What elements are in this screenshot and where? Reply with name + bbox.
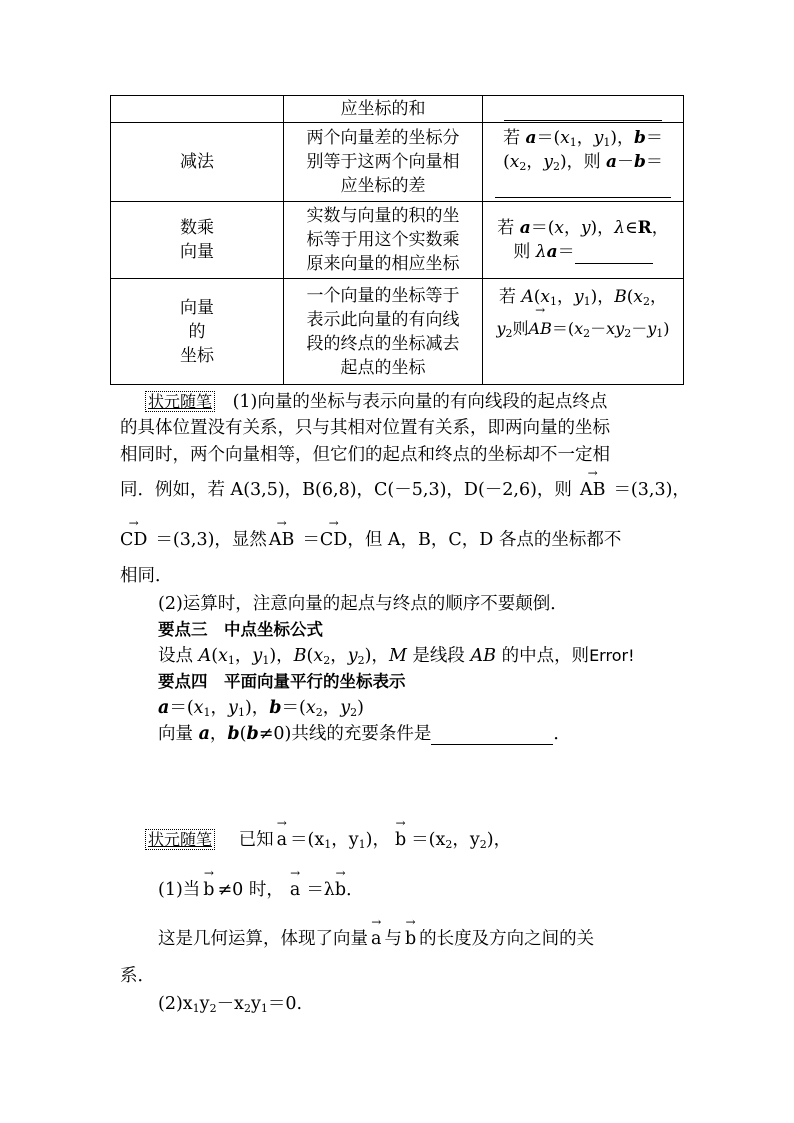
vector-b: → b — [395, 830, 406, 850]
cell-line: 两个向量差的坐标分 — [306, 128, 460, 148]
midpoint-formula-line: 设点 $A(x_1$，$y_1$)，$B(x_2$，$y_2$)，M 是线段 AB 的中点，则Error! — [158, 646, 635, 667]
cell-line: 数乘 — [180, 218, 214, 238]
table-cell — [111, 202, 284, 279]
note-line: $(2)x_1y_2-x_2y_1=0$. — [158, 994, 303, 1015]
cell-line: 的 — [188, 321, 206, 342]
table-cell — [111, 279, 284, 385]
table-cell — [111, 96, 284, 123]
cell-line: $y_2$则→ $AB=(x_2-xy_2-y_1)$ — [483, 317, 683, 341]
table-cell — [483, 202, 684, 279]
vector-CD: → CD — [320, 530, 347, 550]
table-cell — [284, 123, 483, 202]
note-tag: 状元随笔 — [145, 391, 215, 412]
note-text: (1)向量的坐标与表示向量的有向线段的起点终点 — [232, 392, 608, 412]
table-cell — [284, 279, 483, 385]
vector-b: → b — [203, 880, 214, 900]
cell-line: 原来向量的相应坐标 — [306, 254, 460, 274]
table-cell: 减法 — [111, 123, 284, 202]
note-line: 相同． — [120, 566, 173, 586]
cell-line: 若 $A(x_1$，$y_1$)，$B(x_2$， — [499, 287, 667, 308]
note-line: 系． — [120, 966, 155, 986]
coordinate-line: $a=(x_1$，$y_1$)，$b=(x_2$，$y_2$) — [158, 698, 364, 719]
note-line: 状元随笔 已知→ $a =(x_1$，$y_1$)，→ $b =(x_2$，$y_2$)， — [145, 826, 511, 851]
section-heading: 要点三 中点坐标公式 — [158, 620, 323, 639]
error-text: Error! — [589, 646, 635, 665]
cell-line: 别等于这两个向量相 — [306, 152, 460, 172]
cell-line: 向量 — [180, 242, 214, 262]
vector-a: → a — [290, 880, 300, 900]
note-line: 相同时，两个向量相等，但它们的起点和终点的坐标却不一定相 — [120, 445, 610, 465]
vector-CD: → CD — [120, 530, 147, 550]
vector-a: → a — [277, 830, 287, 850]
note-line: → CD ＝(3,3)，显然→ AB ＝→ CD，但 A，B，C，D 各点的坐标都不 — [120, 526, 621, 551]
cell-line: ($x_2$，$y_2$)，则 a－b＝ — [503, 152, 663, 173]
cell-line — [483, 174, 683, 198]
cell-line: 一个向量的坐标等于 — [306, 285, 460, 306]
cell-line: 则 λa＝ — [483, 240, 683, 264]
vector-b: → b — [335, 880, 346, 900]
note-tag: 状元随笔 — [145, 829, 215, 850]
note-line: 同．例如，若 A(3,5)，B(6,8)，C(－5,3)，D(－2,6)，则→ AB ＝(3,3)， — [120, 476, 690, 501]
answer-blank — [431, 726, 553, 745]
table-cell — [483, 279, 684, 385]
cell-line: 若 a＝(x，y)，λ∈R， — [497, 218, 669, 238]
answer-blank — [575, 245, 653, 264]
vector-b: → b — [405, 929, 416, 949]
vector-AB: → AB — [269, 530, 295, 550]
section-heading: 要点四 平面向量平行的坐标表示 — [158, 672, 406, 691]
table-cell — [284, 202, 483, 279]
answer-blank — [504, 100, 662, 121]
cell-line: 实数与向量的积的坐 — [306, 206, 460, 226]
vector-AB: → AB — [529, 317, 552, 341]
condition-line: 向量 a，b(b≠0)共线的充要条件是 ． — [158, 724, 571, 744]
table-row — [111, 279, 684, 385]
note-line: 这是几何运算，体现了向量→ a 与→ b 的长度及方向之间的关 — [158, 925, 594, 950]
table-cell — [483, 123, 684, 202]
vector-operations-table — [110, 95, 684, 385]
table-row — [111, 202, 684, 279]
table-cell: 应坐标的和 — [284, 96, 483, 123]
table-row — [111, 123, 684, 202]
vector-AB: → AB — [580, 480, 606, 500]
table-row — [111, 96, 684, 123]
cell-line: 起点的坐标 — [340, 357, 426, 378]
cell-line: 标等于用这个实数乘 — [306, 230, 460, 250]
cell-line: 若 $a=(x_1$，$y_1$)，b＝ — [503, 128, 663, 149]
table-cell — [483, 96, 684, 123]
vector-a: → a — [371, 929, 381, 949]
note-line — [145, 388, 607, 413]
cell-line: 段的终点的坐标减去 — [306, 333, 460, 354]
answer-blank — [495, 177, 671, 198]
note-line: 的具体位置没有关系，只与其相对位置有关系，即两向量的坐标 — [120, 418, 610, 438]
cell-line: 表示此向量的有向线 — [306, 309, 460, 330]
note-line: (1)当→ b ≠0 时，→ a ＝λ→ b． — [158, 876, 364, 901]
note-line: (2)运算时，注意向量的起点与终点的顺序不要颠倒． — [158, 594, 568, 614]
cell-line: 坐标 — [180, 345, 214, 366]
cell-line: 向量 — [180, 297, 214, 318]
cell-line: 应坐标的差 — [340, 176, 426, 196]
